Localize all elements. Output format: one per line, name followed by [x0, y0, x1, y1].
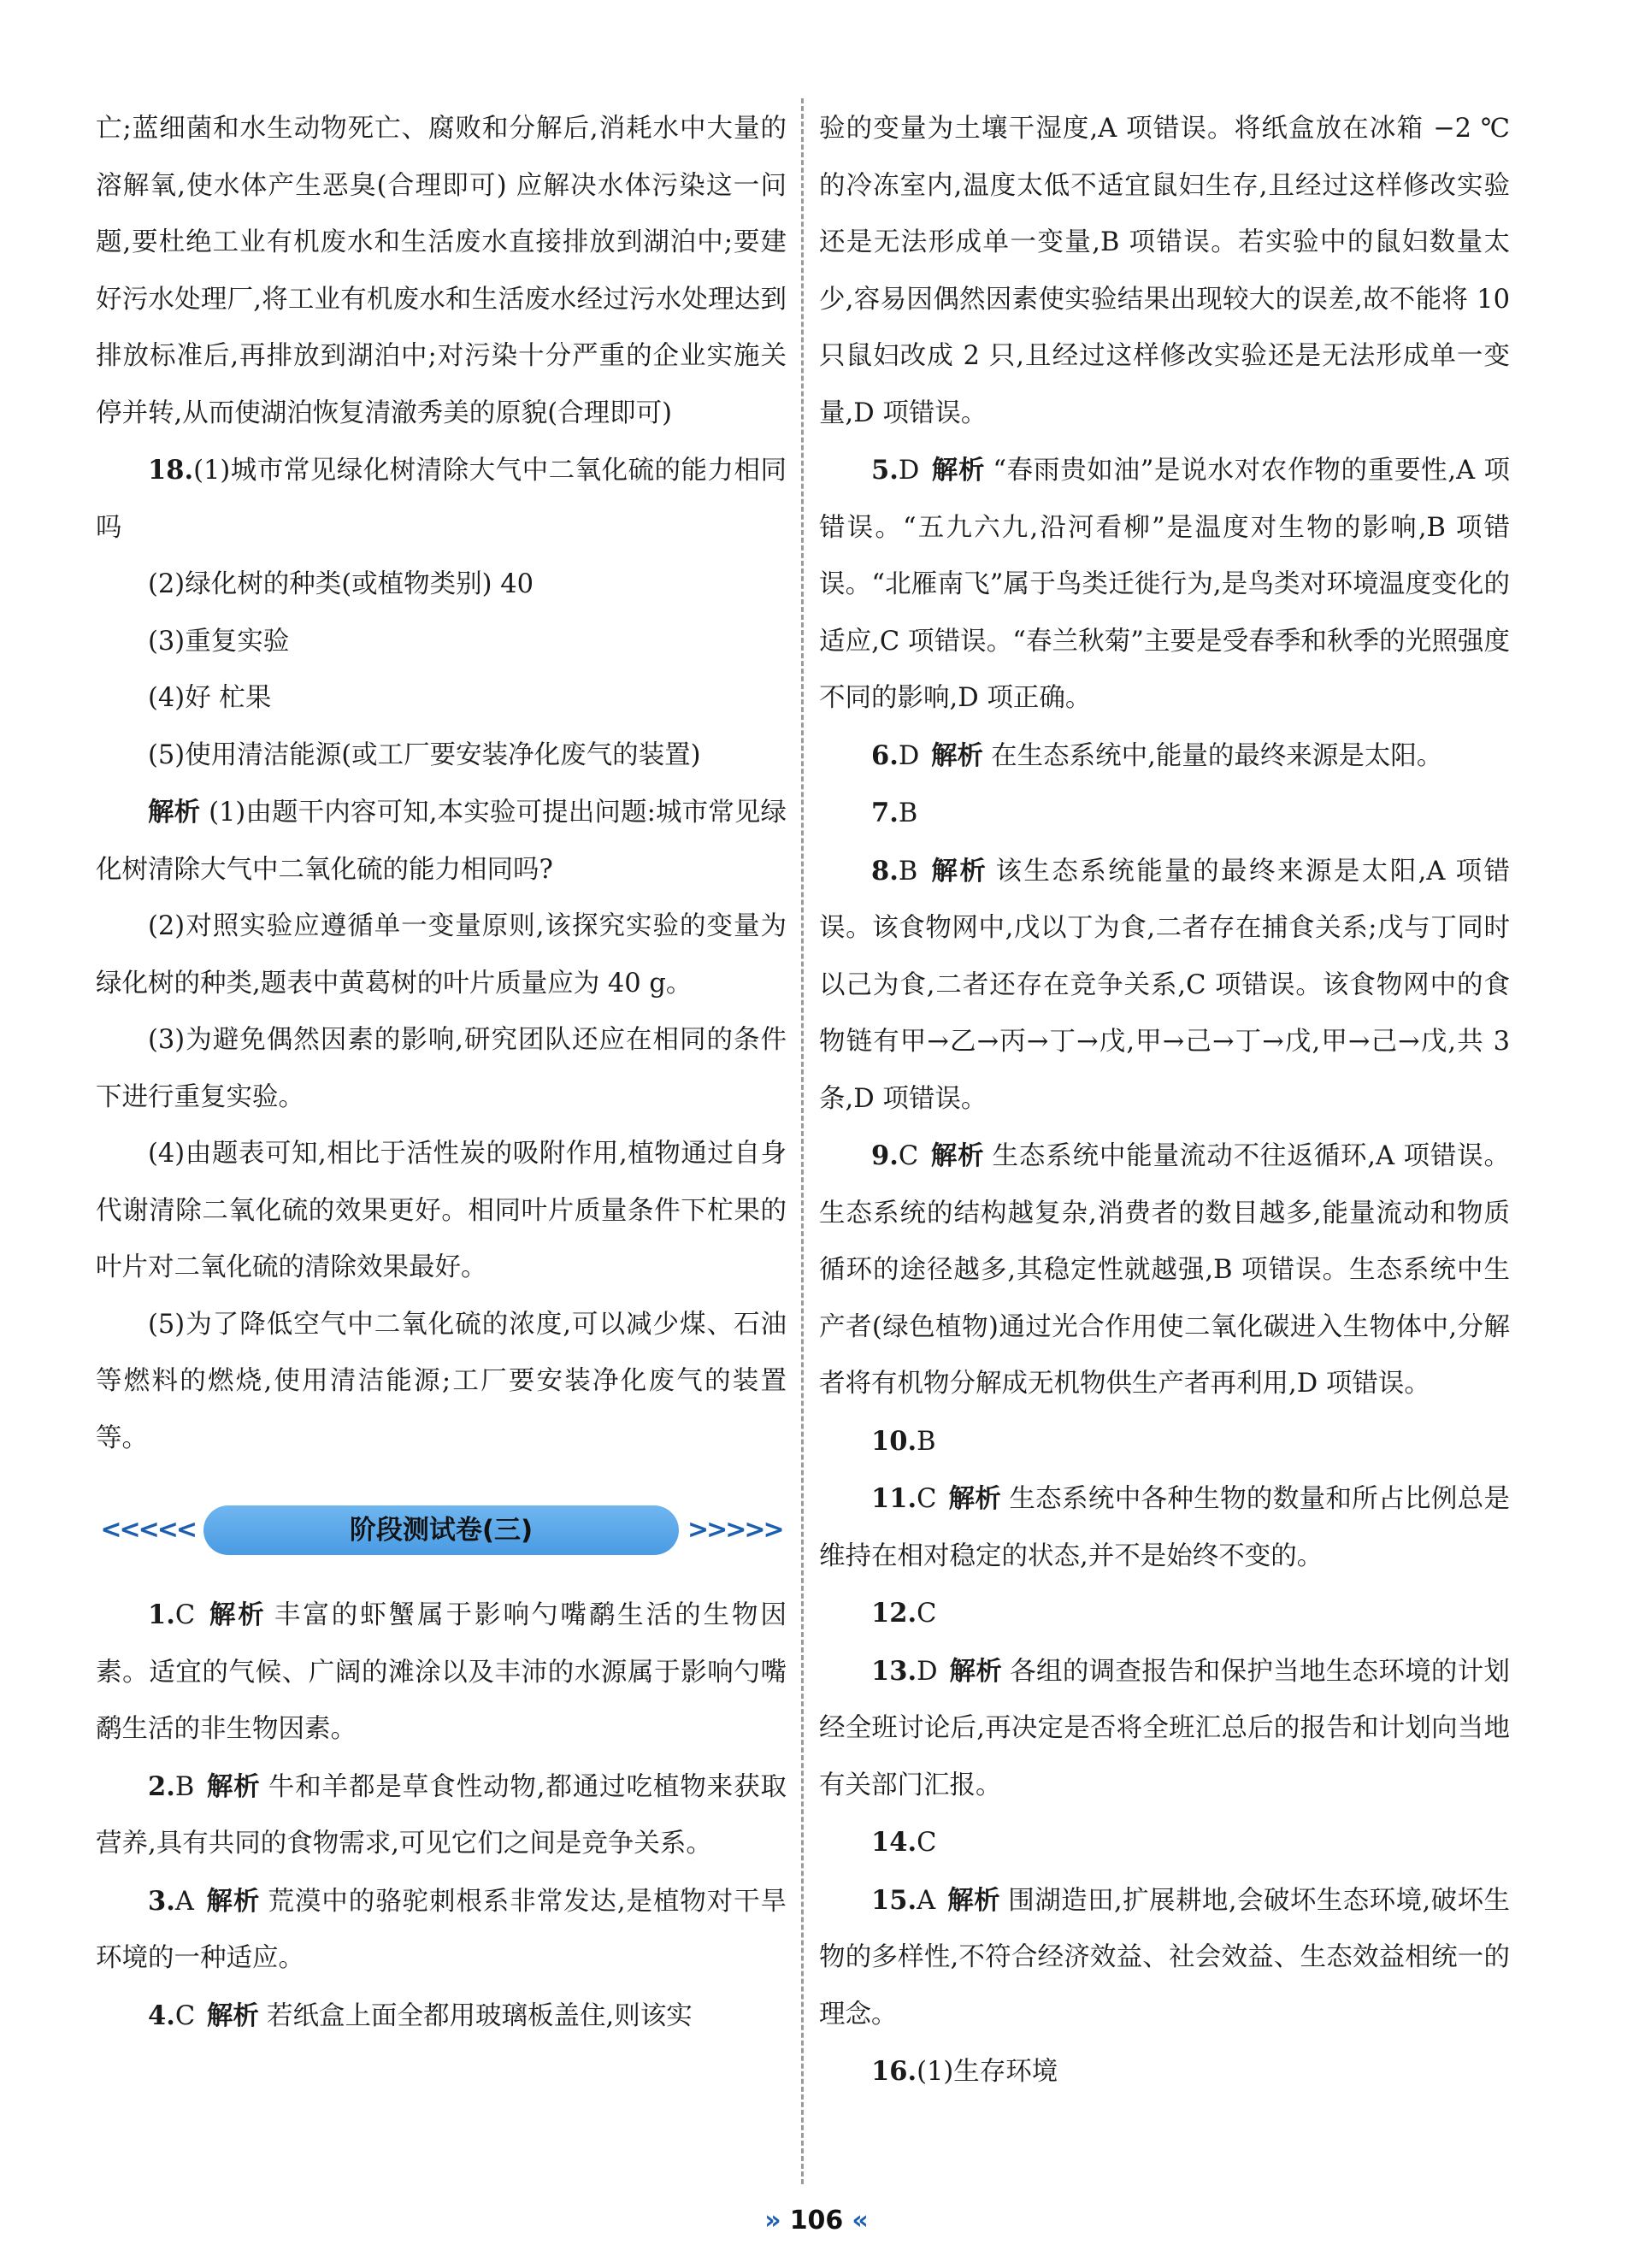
explanation-text: 各组的调查报告和保护当地生态环境的计划经全班讨论后,再决定是否将全班汇总后的报告和计划向当地有关部门汇报。: [819, 1656, 1511, 1800]
answer-choice: D: [898, 740, 920, 771]
explanation-text: (1)由题干内容可知,本实验可提出问题:城市常见绿化树清除大气中二氧化硫的能力相同吗?: [96, 798, 787, 885]
section-banner: [96, 1499, 787, 1561]
answer-18-q2: (2)绿化树的种类(或植物类别) 40: [148, 569, 534, 599]
explanation-text: 围湖造田,扩展耕地,会破坏生态环境,破坏生物的多样性,不符合经济效益、社会效益、生态效益相统一的理念。: [819, 1885, 1511, 2029]
question-number: 8.: [871, 855, 899, 887]
explanation-text: 牛和羊都是草食性动物,都通过吃植物来获取营养,具有共同的食物需求,可见它们之间是竞争关系。: [96, 1771, 787, 1859]
explanation-label: 解析: [948, 1483, 1002, 1514]
explanation-label: 解析: [205, 1885, 261, 1917]
page-footer: [0, 2206, 1633, 2236]
question-number: 1.: [148, 1599, 175, 1630]
left-column: [96, 101, 787, 2045]
explanation-text: 荒漠中的骆驼刺根系非常发达,是植物对干旱环境的一种适应。: [96, 1886, 787, 1973]
right-column: [819, 101, 1510, 2101]
answer-choice: D: [917, 1656, 938, 1687]
explanation-label: 解析: [949, 1655, 1003, 1687]
question-number: 6.: [871, 739, 899, 771]
answer-18-q5: (5)使用清洁能源(或工厂要安装净化废气的装置): [148, 739, 701, 770]
answer-text: (1)城市常见绿化树清除大气中二氧化硫的能力相同吗: [96, 456, 787, 543]
answer-15: [819, 1872, 1510, 2044]
column-divider: [801, 98, 804, 2184]
question-number: 5.: [871, 455, 899, 486]
question-number: 14.: [871, 1827, 917, 1858]
answer-18-q3: (3)重复实验: [148, 626, 290, 657]
answer-14: [819, 1814, 1510, 1872]
answer-7: [819, 785, 1510, 843]
answer-choice: B: [898, 798, 918, 828]
answer-choice: C: [174, 1600, 196, 1630]
explanation-text: 在生态系统中,能量的最终来源是太阳。: [991, 740, 1443, 771]
explanation-label: 解析: [946, 1884, 1001, 1916]
question-number: 15.: [871, 1884, 917, 1916]
answer-choice: A: [174, 1886, 194, 1917]
section-title: 阶段测试卷(三): [203, 1505, 679, 1555]
explanation-text: 该生态系统能量的最终来源是太阳,A 项错误。该食物网中,戊以丁为食,二者存在捕食关系;戊与丁同时以己为食,二者还存在竞争关系,C 项错误。该食物网中的食物链有甲→乙→丙→丁→戊,甲→己→丁→戊,甲→己→戊,共 3 条,D 项错误。: [819, 856, 1510, 1114]
banner-left-arrows-icon: <<<<<: [100, 1514, 195, 1545]
question-number: 18.: [148, 455, 194, 486]
explanation-text: 丰富的虾蟹属于影响勺嘴鹬生活的生物因素。适宜的气候、广阔的滩涂以及丰沛的水源属于影响勺嘴鹬生活的非生物因素。: [96, 1600, 787, 1744]
explanation-label: 解析: [206, 1599, 267, 1630]
answer-16: [819, 2043, 1510, 2101]
explanation-18-1: [96, 784, 787, 898]
question-number: 10.: [871, 1425, 917, 1457]
answer-18-q1: [96, 442, 787, 557]
answer-choice: C: [917, 1484, 937, 1514]
explanation-label: 解析: [931, 455, 986, 486]
question-number: 13.: [871, 1655, 917, 1687]
answer-2: [96, 1758, 787, 1873]
question-number: 3.: [148, 1885, 175, 1917]
answer-13: [819, 1643, 1510, 1815]
explanation-label: 解析: [205, 1770, 261, 1802]
explanation-label: 解析: [929, 855, 988, 887]
explanation-text: 生态系统中能量流动不往返循环,A 项错误。生态系统的结构越复杂,消费者的数目越多,能量流动和物质循环的途径越多,其稳定性就越强,B 项错误。生态系统中生产者(绿色植物)通过光合作用使二氧化碳进入生物体中,分解者将有机物分解成无机物供生产者再利用,D 项错误。: [819, 1141, 1511, 1399]
explanation-18-4: (4)由题表可知,相比于活性炭的吸附作用,植物通过自身代谢清除二氧化硫的效果更好。相同叶片质量条件下杧果的叶片对二氧化硫的清除效果最好。: [96, 1139, 787, 1282]
answer-5: [819, 442, 1510, 728]
answer-choice: D: [898, 456, 920, 486]
question-number: 16.: [871, 2056, 917, 2087]
explanation-label: 解析: [931, 739, 984, 771]
answer-choice: C: [917, 1828, 937, 1858]
chevron-left-icon: «: [852, 2206, 869, 2236]
answer-choice: A: [917, 1885, 936, 1916]
question-number: 7.: [871, 798, 899, 828]
question-number: 12.: [871, 1598, 917, 1629]
explanation-label: 解析: [148, 797, 201, 828]
page-number: 106: [789, 2206, 844, 2236]
explanation-label: 解析: [929, 1140, 985, 1171]
answer-choice: B: [898, 856, 918, 887]
answer-text: (1)生存环境: [917, 2057, 1058, 2087]
explanation-18-5: (5)为了降低空气中二氧化硫的浓度,可以减少煤、石油等燃料的燃烧,使用清洁能源;工厂要安装净化废气的装置等。: [96, 1309, 787, 1453]
answer-4-continued: 验的变量为土壤干湿度,A 项错误。将纸盒放在冰箱 −2 ℃的冷冻室内,温度太低不适宜鼠妇生存,且经过这样修改实验还是无法形成单一变量,B 项错误。若实验中的鼠妇数量太少,容易因偶然因素使实验结果出现较大的误差,故不能将 10 只鼠妇改成 2 只,且经过这样修改实验还是无法形成单一变量,D 项错误。: [819, 114, 1510, 428]
explanation-18-2: (2)对照实验应遵循单一变量原则,该探究实验的变量为绿化树的种类,题表中黄葛树的叶片质量应为 40 g。: [96, 911, 787, 999]
answer-choice: C: [174, 2000, 196, 2031]
question-number: 11.: [871, 1483, 917, 1514]
answer-3: [96, 1873, 787, 1988]
answer-4: [96, 1988, 787, 2046]
answer-10: [819, 1413, 1510, 1471]
explanation-label: 解析: [206, 2000, 259, 2031]
answer-18-q4: (4)好 杧果: [148, 683, 272, 713]
answer-1: [96, 1587, 787, 1758]
banner-right-arrows-icon: >>>>>: [687, 1514, 782, 1545]
question-number: 4.: [148, 2000, 175, 2031]
answer-choice: C: [898, 1141, 919, 1171]
explanation-text: “春雨贵如油”是说水对农作物的重要性,A 项错误。“五九六九,沿河看柳”是温度对生物的影响,B 项错误。“北雁南飞”属于鸟类迁徙行为,是鸟类对环境温度变化的适应,C 项错误。“春兰秋菊”主要是受春季和秋季的光照强度不同的影响,D 项正确。: [819, 456, 1511, 713]
answer-9: [819, 1128, 1510, 1413]
answer-6: [819, 728, 1510, 786]
answer-17-continued: 亡;蓝细菌和水生动物死亡、腐败和分解后,消耗水中大量的溶解氧,使水体产生恶臭(合理即可) 应解决水体污染这一问题,要杜绝工业有机废水和生活废水直接排放到湖泊中;要建好污水处理厂,将工业有机废水和生活废水经过污水处理达到排放标准后,再排放到湖泊中;对污染十分严重的企业实施关停并转,从而使湖泊恢复清澈秀美的原貌(合理即可): [96, 114, 787, 428]
answer-choice: B: [174, 1771, 195, 1802]
question-number: 2.: [148, 1770, 175, 1802]
explanation-18-3: (3)为避免偶然因素的影响,研究团队还应在相同的条件下进行重复实验。: [96, 1025, 787, 1112]
chevron-right-icon: »: [764, 2206, 781, 2236]
question-number: 9.: [871, 1140, 899, 1171]
answer-8: [819, 843, 1510, 1128]
answer-11: [819, 1470, 1510, 1585]
explanation-text: 若纸盒上面全都用玻璃板盖住,则该实: [267, 2000, 693, 2031]
explanation-text: 生态系统中各种生物的数量和所占比例总是维持在相对稳定的状态,并不是始终不变的。: [819, 1484, 1511, 1571]
answer-12: [819, 1585, 1510, 1643]
answer-choice: C: [917, 1599, 937, 1629]
answer-choice: B: [917, 1426, 936, 1457]
